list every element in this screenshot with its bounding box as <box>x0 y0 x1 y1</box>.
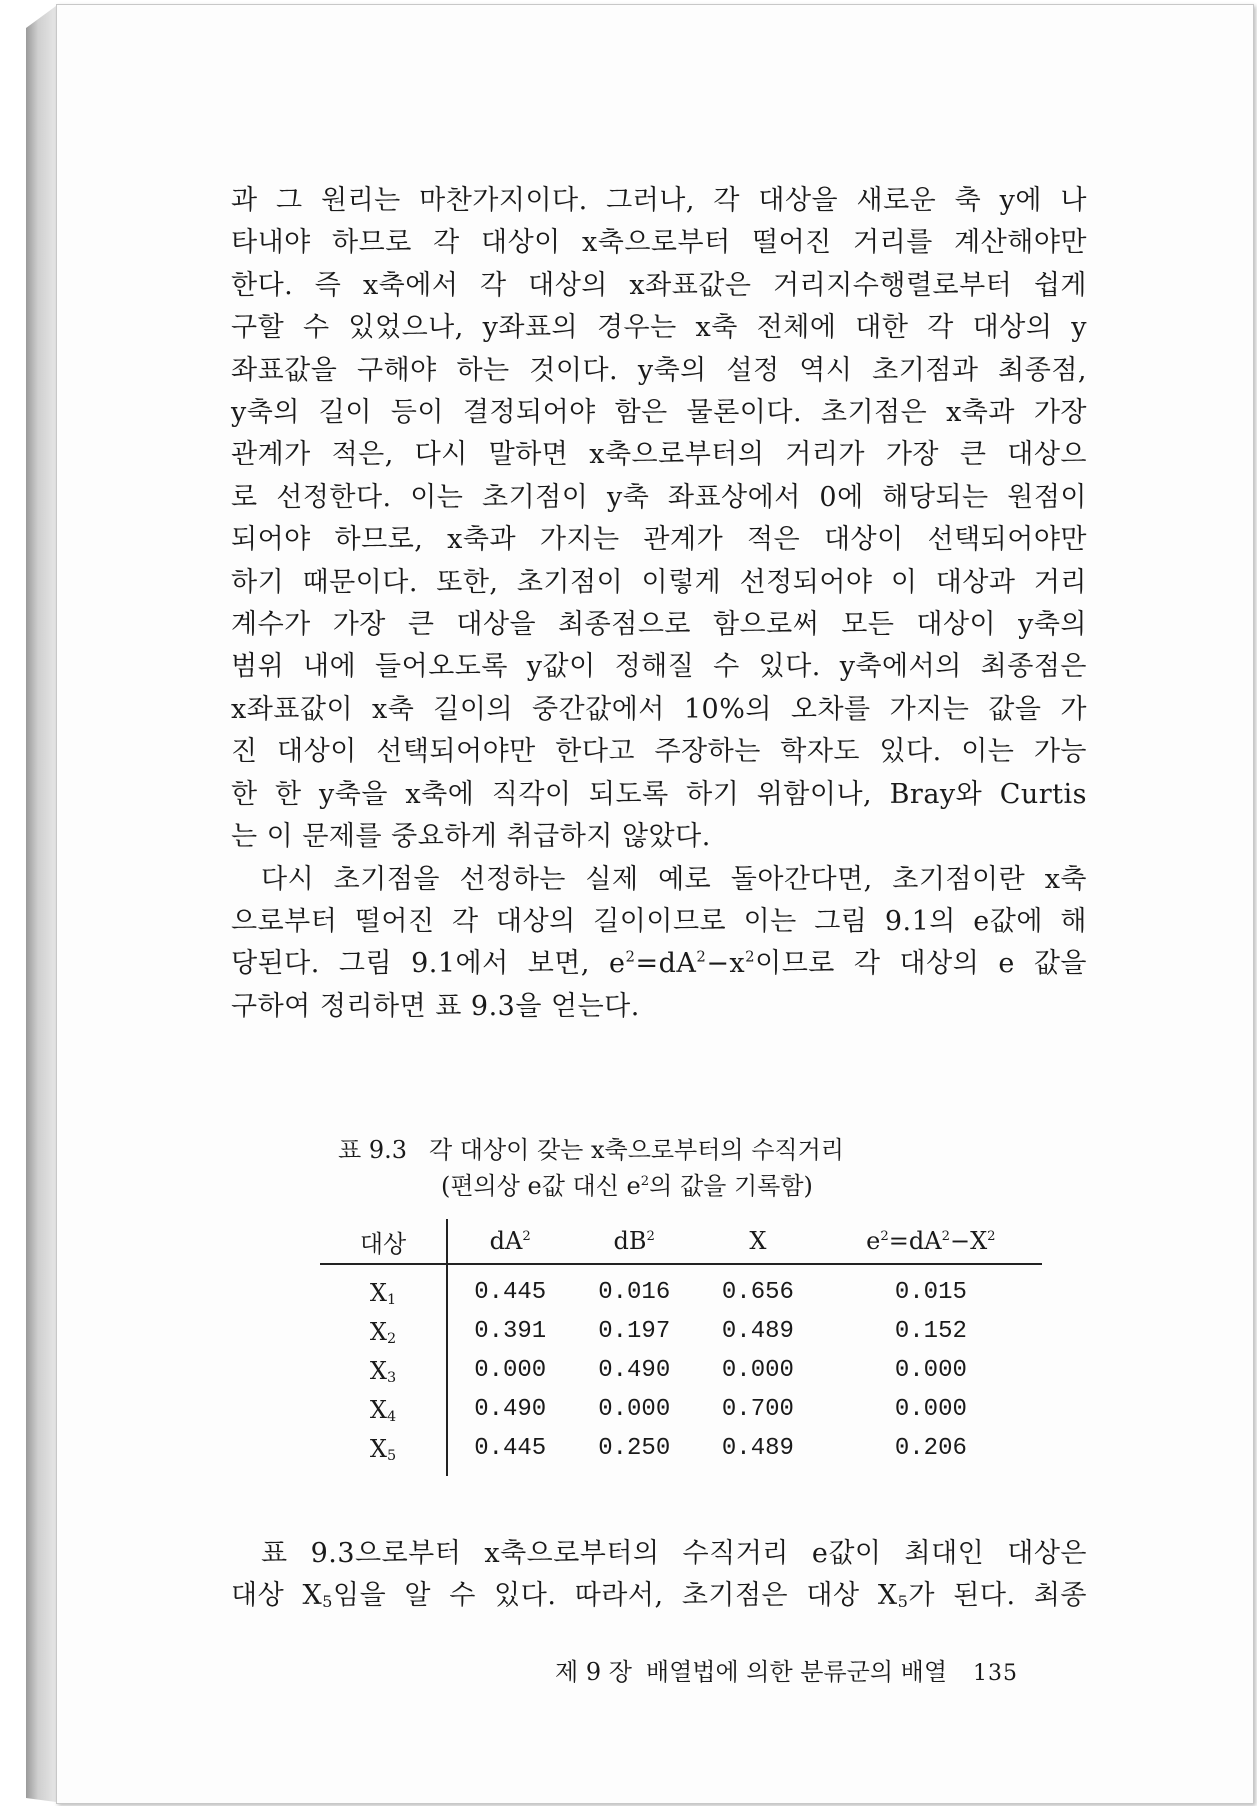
text-span: 이므로 각 대상의 e 값을 <box>755 948 1088 980</box>
subscript: 3 <box>386 1369 397 1386</box>
page-number: 135 <box>973 1661 1019 1686</box>
superscript: 2 <box>987 1228 996 1244</box>
table-row <box>320 1390 1042 1429</box>
text-span: X <box>369 1395 387 1424</box>
cell-x: 0.656 <box>721 1279 794 1306</box>
paragraph-2 <box>231 859 1087 1029</box>
text-line: 는 이 문제를 중요하게 취급하지 않았다. <box>231 821 711 853</box>
text-line: 표 9.3으로부터 x축으로부터의 수직거리 e값이 최대인 대상은 <box>261 1538 1087 1569</box>
superscript: 2 <box>880 1228 889 1244</box>
text-line: 되어야 하므로, x축과 가지는 관계가 적은 대상이 선택되어야만 <box>231 524 1087 556</box>
cell-dB2: 0.490 <box>598 1357 671 1384</box>
text-line: 한다. 즉 x축에서 각 대상의 x좌표값은 거리지수행렬로부터 쉽게 <box>231 269 1087 301</box>
subscript: 5 <box>322 1592 333 1612</box>
text-line-formula <box>231 1575 1087 1617</box>
paragraph-3 <box>231 1533 1087 1618</box>
text-line: 구하여 정리하면 표 9.3을 얻는다. <box>231 990 640 1022</box>
cell-dA2: 0.000 <box>474 1357 547 1384</box>
text-span: 대상 X <box>231 1580 323 1612</box>
text-line: 구할 수 있었으나, y좌표의 경우는 x축 전체에 대한 각 대상의 y <box>231 312 1087 344</box>
text-line: 계수가 가장 큰 대상을 최종점으로 함으로써 모든 대상이 y축의 <box>231 609 1087 641</box>
cell-object <box>320 1351 447 1390</box>
subscript: 1 <box>386 1291 397 1308</box>
subscript: 2 <box>386 1330 397 1347</box>
cell-dA2: 0.391 <box>474 1318 547 1345</box>
text-span: X <box>369 1278 387 1307</box>
subscript: 5 <box>897 1592 909 1612</box>
cell-e2: 0.206 <box>894 1435 967 1462</box>
table-row <box>320 1429 1042 1476</box>
table-row <box>320 1312 1042 1351</box>
text-span: dB <box>613 1227 647 1255</box>
text-line: 한 한 y축을 x축에 직각이 되도록 하기 위함이나, Bray와 Curtis <box>231 778 1087 810</box>
text-span: dA <box>489 1227 523 1255</box>
cell-e2: 0.152 <box>894 1318 967 1345</box>
table-label: 표 9.3 <box>338 1136 407 1164</box>
superscript: 2 <box>522 1228 531 1244</box>
text-line: 관계가 적은, 다시 말하면 x축으로부터의 거리가 가장 큰 대상으 <box>231 439 1087 471</box>
superscript: 2 <box>625 947 636 966</box>
text-line-formula <box>231 943 1087 985</box>
text-line: 타내야 하므로 각 대상이 x축으로부터 떨어진 거리를 계산해야만 <box>231 227 1087 259</box>
text-line: 범위 내에 들어오도록 y값이 정해질 수 있다. y축에서의 최종점은 <box>231 651 1087 683</box>
text-span: −x <box>706 948 746 980</box>
header-x: X <box>696 1219 820 1264</box>
cell-dB2: 0.197 <box>598 1318 671 1345</box>
cell-dA2: 0.490 <box>474 1396 547 1423</box>
table-title: 각 대상이 갖는 x축으로부터의 수직거리 <box>428 1136 844 1164</box>
subscript: 4 <box>386 1408 397 1425</box>
text-line: 다시 초기점을 선정하는 실제 예로 돌아간다면, 초기점이란 x축 <box>261 863 1087 895</box>
text-span: =dA <box>888 1227 942 1255</box>
data-table <box>320 1219 1042 1476</box>
cell-dB2: 0.000 <box>598 1396 671 1423</box>
cell-dB2: 0.016 <box>598 1279 671 1306</box>
superscript: 2 <box>941 1228 950 1244</box>
cell-object <box>320 1429 447 1476</box>
cell-e2: 0.000 <box>894 1357 967 1384</box>
cell-object <box>320 1390 447 1429</box>
cell-dA2: 0.445 <box>474 1435 547 1462</box>
cell-object <box>320 1312 447 1351</box>
superscript: 2 <box>640 1173 650 1189</box>
table-row <box>320 1264 1042 1312</box>
superscript: 2 <box>696 947 707 966</box>
text-line: 진 대상이 선택되어야만 한다고 주장하는 학자도 있다. 이는 가능 <box>231 736 1087 768</box>
text-line: 으로부터 떨어진 각 대상의 길이이므로 이는 그림 9.1의 e값에 해 <box>231 905 1087 937</box>
cell-x: 0.489 <box>721 1318 794 1345</box>
table-row <box>320 1351 1042 1390</box>
subscript: 5 <box>386 1447 397 1464</box>
header-dB2 <box>572 1219 696 1264</box>
header-dA2 <box>447 1219 572 1264</box>
text-span: =dA <box>635 948 697 980</box>
text-line: 과 그 원리는 마찬가지이다. 그러나, 각 대상을 새로운 축 y에 나 <box>231 185 1087 216</box>
table-note <box>338 1168 844 1204</box>
cell-x: 0.000 <box>721 1357 794 1384</box>
chapter-title: 배열법에 의한 분류군의 배열 <box>645 1658 948 1686</box>
table-caption <box>338 1132 844 1204</box>
text-span: 당된다. 그림 9.1에서 보면, e <box>231 948 626 980</box>
text-line: 하기 때문이다. 또한, 초기점이 이렇게 선정되어야 이 대상과 거리 <box>231 566 1087 598</box>
text-line: 좌표값을 구해야 하는 것이다. y축의 설정 역시 초기점과 최종점, <box>231 354 1087 386</box>
text-span: (편의상 e값 대신 e <box>441 1172 641 1200</box>
text-line: x좌표값이 x축 길이의 중간값에서 10%의 오차를 가지는 값을 가 <box>231 693 1087 725</box>
header-object: 대상 <box>320 1219 447 1264</box>
text-span: 임을 알 수 있다. 따라서, 초기점은 대상 X <box>332 1580 898 1612</box>
page-footer <box>555 1652 1018 1687</box>
cell-e2: 0.015 <box>894 1279 967 1306</box>
cell-x: 0.700 <box>721 1396 794 1423</box>
text-line: y축의 길이 등이 결정되어야 함은 물론이다. 초기점은 x축과 가장 <box>231 397 1087 429</box>
cell-dB2: 0.250 <box>598 1435 671 1462</box>
text-span: X <box>369 1434 387 1463</box>
paragraph-1 <box>231 180 1087 1028</box>
text-span: e <box>866 1227 881 1255</box>
text-line: 로 선정한다. 이는 초기점이 y축 좌표상에서 0에 해당되는 원점이 <box>231 481 1087 513</box>
superscript: 2 <box>745 947 756 966</box>
header-e2 <box>820 1219 1042 1264</box>
book-spine <box>26 6 56 1802</box>
cell-e2: 0.000 <box>894 1396 967 1423</box>
superscript: 2 <box>646 1228 655 1244</box>
cell-dA2: 0.445 <box>474 1279 547 1306</box>
text-span: −X <box>949 1227 988 1255</box>
table-header-row <box>320 1219 1042 1264</box>
text-span: 의 값을 기록함) <box>649 1172 813 1200</box>
cell-object <box>320 1264 447 1312</box>
text-span: X <box>369 1356 387 1385</box>
text-span: X <box>369 1317 387 1346</box>
cell-x: 0.489 <box>721 1435 794 1462</box>
text-span: 가 된다. 최종 <box>908 1580 1087 1612</box>
chapter-label: 제 9 장 <box>555 1658 632 1686</box>
